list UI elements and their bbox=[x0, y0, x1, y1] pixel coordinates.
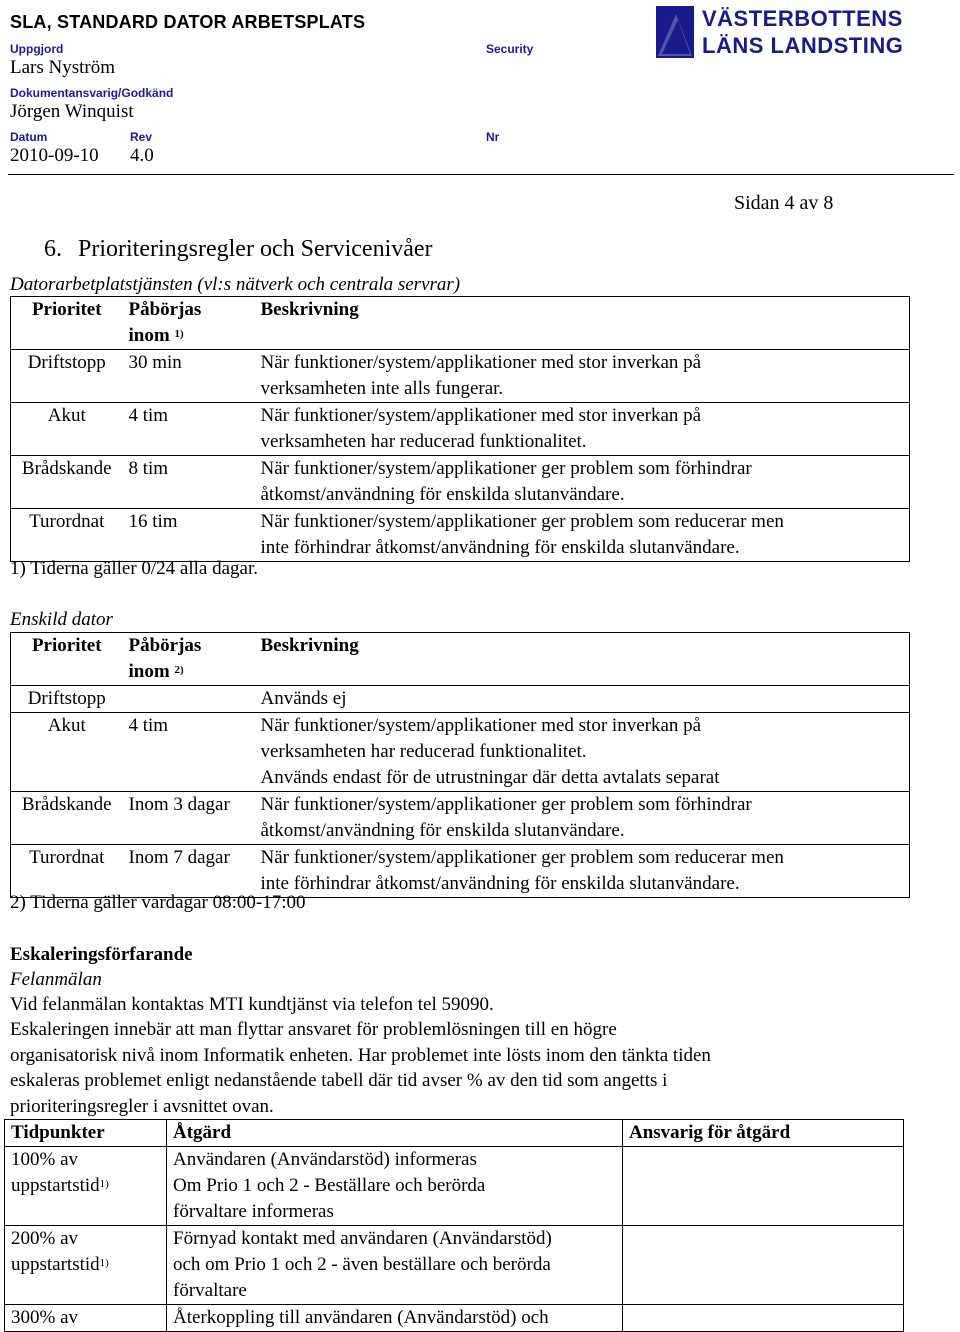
cell-tid: 8 tim bbox=[123, 456, 255, 509]
cell-prio: Akut bbox=[11, 403, 123, 456]
tidpunkt-line: 300% av bbox=[11, 1307, 79, 1328]
value-datum: 2010-09-10 bbox=[10, 145, 99, 166]
desc-line: åtkomst/användning för enskilda slutanvändare. bbox=[260, 820, 625, 841]
table-row bbox=[11, 686, 910, 713]
label-rev: Rev bbox=[130, 130, 153, 144]
cell-beskrivning bbox=[255, 713, 910, 792]
cell-tid: 16 tim bbox=[123, 509, 255, 562]
label-nr: Nr bbox=[486, 130, 500, 144]
escalation-paragraph-1: Vid felanmälan kontaktas MTI kundtjänst via telefon tel 59090. bbox=[10, 994, 494, 1015]
cell-atgard bbox=[167, 1147, 623, 1226]
cell-ansvarig bbox=[623, 1226, 904, 1305]
table-header-row bbox=[5, 1120, 904, 1147]
table-row bbox=[5, 1226, 904, 1305]
tidpunkt-line: 200% av bbox=[11, 1228, 79, 1249]
cell-beskrivning bbox=[255, 686, 910, 713]
header-divider bbox=[8, 174, 954, 175]
escalation-heading: Eskaleringsförfarande bbox=[10, 944, 193, 965]
col-paborjas bbox=[123, 633, 255, 686]
col-ansvarig: Ansvarig för åtgärd bbox=[623, 1120, 904, 1147]
cell-tid: 4 tim bbox=[123, 713, 255, 792]
table-row bbox=[5, 1147, 904, 1226]
table-header-row bbox=[11, 633, 910, 686]
desc-line: Används ej bbox=[260, 688, 347, 709]
col-paborjas-label: Påbörjas bbox=[128, 635, 202, 656]
cell-beskrivning bbox=[255, 845, 910, 898]
col-inom-label bbox=[129, 323, 249, 349]
desc-line: verksamheten har reducerad funktionalitet. bbox=[260, 431, 587, 452]
atgard-line: Användaren (Användarstöd) informeras bbox=[173, 1149, 477, 1170]
cell-atgard bbox=[167, 1305, 623, 1332]
table-row bbox=[11, 509, 910, 562]
table2-caption: Enskild dator bbox=[10, 609, 113, 630]
col-prioritet: Prioritet bbox=[11, 633, 123, 686]
desc-line: Används endast för de utrustningar där detta avtalats separat bbox=[260, 767, 720, 788]
escalation-paragraph-line: Eskaleringen innebär att man flyttar ansvaret för problemlösningen till en högre bbox=[10, 1019, 617, 1040]
logo-text-line2: LÄNS LANDSTING bbox=[702, 33, 904, 58]
label-datum: Datum bbox=[10, 130, 48, 144]
cell-prio: Turordnat bbox=[11, 845, 123, 898]
desc-line: När funktioner/system/applikationer ger problem som förhindrar bbox=[260, 794, 752, 815]
table-row bbox=[5, 1305, 904, 1332]
cell-tidpunkt bbox=[5, 1305, 167, 1332]
cell-tid bbox=[123, 686, 255, 713]
cell-tid: Inom 3 dagar bbox=[123, 792, 255, 845]
cell-beskrivning bbox=[255, 403, 910, 456]
desc-line: När funktioner/system/applikationer med stor inverkan på bbox=[260, 715, 702, 736]
label-dokumentansvarig: Dokumentansvarig/Godkänd bbox=[10, 86, 174, 100]
table-row bbox=[11, 350, 910, 403]
escalation-table bbox=[4, 1119, 904, 1332]
desc-line: verksamheten inte alls fungerar. bbox=[260, 378, 504, 399]
tidpunkt-line bbox=[11, 1173, 160, 1199]
footnote-ref: 1) bbox=[99, 1178, 109, 1190]
desc-line: åtkomst/användning för enskilda slutanvändare. bbox=[260, 484, 625, 505]
tidpunkt-line: 100% av bbox=[11, 1149, 79, 1170]
value-uppgjord: Lars Nyström bbox=[10, 57, 116, 78]
desc-line: inte förhindrar åtkomst/användning för enskilda slutanvändare. bbox=[260, 873, 740, 894]
desc-line: När funktioner/system/applikationer ger problem som reducerar men bbox=[260, 511, 784, 532]
cell-tidpunkt bbox=[5, 1147, 167, 1226]
cell-prio: Driftstopp bbox=[11, 686, 123, 713]
desc-line: När funktioner/system/applikationer ger problem som reducerar men bbox=[260, 847, 784, 868]
cell-prio: Driftstopp bbox=[11, 350, 123, 403]
desc-line: När funktioner/system/applikationer med stor inverkan på bbox=[260, 352, 702, 373]
col-beskrivning: Beskrivning bbox=[255, 633, 910, 686]
table-row bbox=[11, 713, 910, 792]
priority-table-1 bbox=[10, 296, 910, 562]
col-paborjas-label: Påbörjas bbox=[128, 299, 202, 320]
value-rev: 4.0 bbox=[130, 145, 154, 166]
table2-footnote: 2) Tiderna gäller vardagar 08:00-17:00 bbox=[10, 892, 306, 913]
cell-prio: Turordnat bbox=[11, 509, 123, 562]
table1-footnote: 1) Tiderna gäller 0/24 alla dagar. bbox=[10, 558, 258, 579]
tidpunkt-line bbox=[11, 1252, 160, 1278]
escalation-subheading: Felanmälan bbox=[10, 969, 102, 990]
cell-ansvarig bbox=[623, 1305, 904, 1332]
cell-ansvarig bbox=[623, 1147, 904, 1226]
atgard-line: Förnyad kontakt med användaren (Användarstöd) bbox=[173, 1228, 552, 1249]
table1-caption: Datorarbetplatstjänsten (vl:s nätverk och centrala servrar) bbox=[10, 274, 461, 295]
cell-tid: Inom 7 dagar bbox=[123, 845, 255, 898]
desc-line: När funktioner/system/applikationer med stor inverkan på bbox=[260, 405, 702, 426]
col-inom-label bbox=[129, 659, 249, 685]
section-title: Prioriteringsregler och Servicenivåer bbox=[78, 236, 433, 262]
cell-beskrivning bbox=[255, 792, 910, 845]
escalation-paragraph-line: eskaleras problemet enligt nedanstående tabell där tid avser % av den tid som angetts i bbox=[10, 1070, 668, 1091]
page-number: Sidan 4 av 8 bbox=[734, 192, 834, 214]
cell-tidpunkt bbox=[5, 1226, 167, 1305]
cell-prio: Akut bbox=[11, 713, 123, 792]
atgard-line: och om Prio 1 och 2 - även beställare och berörda bbox=[173, 1254, 551, 1275]
col-atgard: Åtgärd bbox=[167, 1120, 623, 1147]
col-paborjas bbox=[123, 297, 255, 350]
value-dokumentansvarig: Jörgen Winquist bbox=[10, 101, 134, 122]
section-number: 6. bbox=[44, 236, 62, 262]
atgard-line: Återkoppling till användaren (Användarstöd) och bbox=[173, 1307, 549, 1328]
logo-text-line1: VÄSTERBOTTENS bbox=[702, 6, 903, 31]
col-prioritet: Prioritet bbox=[11, 297, 123, 350]
desc-line: inte förhindrar åtkomst/användning för enskilda slutanvändare. bbox=[260, 537, 740, 558]
cell-prio: Brådskande bbox=[11, 456, 123, 509]
footnote-ref: 1) bbox=[99, 1257, 109, 1269]
label-uppgjord: Uppgjord bbox=[10, 42, 64, 56]
table-row bbox=[11, 792, 910, 845]
footnote-ref: 2) bbox=[174, 664, 184, 676]
inom-text: inom bbox=[128, 661, 170, 682]
table-row bbox=[11, 403, 910, 456]
tidpunkt-text: uppstartstid bbox=[11, 1175, 100, 1196]
atgard-line: förvaltare bbox=[173, 1280, 247, 1301]
table-header-row bbox=[11, 297, 910, 350]
tidpunkt-text: uppstartstid bbox=[11, 1254, 100, 1275]
logo-mark bbox=[656, 6, 694, 58]
escalation-paragraph-line: prioriteringsregler i avsnittet ovan. bbox=[10, 1096, 274, 1117]
footnote-ref: 1) bbox=[174, 328, 184, 340]
cell-beskrivning bbox=[255, 509, 910, 562]
document-title: SLA, STANDARD DATOR ARBETSPLATS bbox=[10, 12, 366, 32]
table-row bbox=[11, 456, 910, 509]
desc-line: När funktioner/system/applikationer ger problem som förhindrar bbox=[260, 458, 752, 479]
col-beskrivning: Beskrivning bbox=[255, 297, 910, 350]
label-security: Security bbox=[486, 42, 534, 56]
escalation-paragraph-line: organisatorisk nivå inom Informatik enheten. Har problemet inte lösts inom den tänkta tiden bbox=[10, 1045, 711, 1066]
desc-line: verksamheten har reducerad funktionalitet. bbox=[260, 741, 587, 762]
cell-beskrivning bbox=[255, 456, 910, 509]
priority-table-2 bbox=[10, 632, 910, 898]
cell-beskrivning bbox=[255, 350, 910, 403]
cell-tid: 30 min bbox=[123, 350, 255, 403]
cell-atgard bbox=[167, 1226, 623, 1305]
col-tidpunkter: Tidpunkter bbox=[5, 1120, 167, 1147]
atgard-line: förvaltare informeras bbox=[173, 1201, 334, 1222]
cell-prio: Brådskande bbox=[11, 792, 123, 845]
inom-text: inom bbox=[128, 325, 170, 346]
cell-tid: 4 tim bbox=[123, 403, 255, 456]
atgard-line: Om Prio 1 och 2 - Beställare och berörda bbox=[173, 1175, 486, 1196]
